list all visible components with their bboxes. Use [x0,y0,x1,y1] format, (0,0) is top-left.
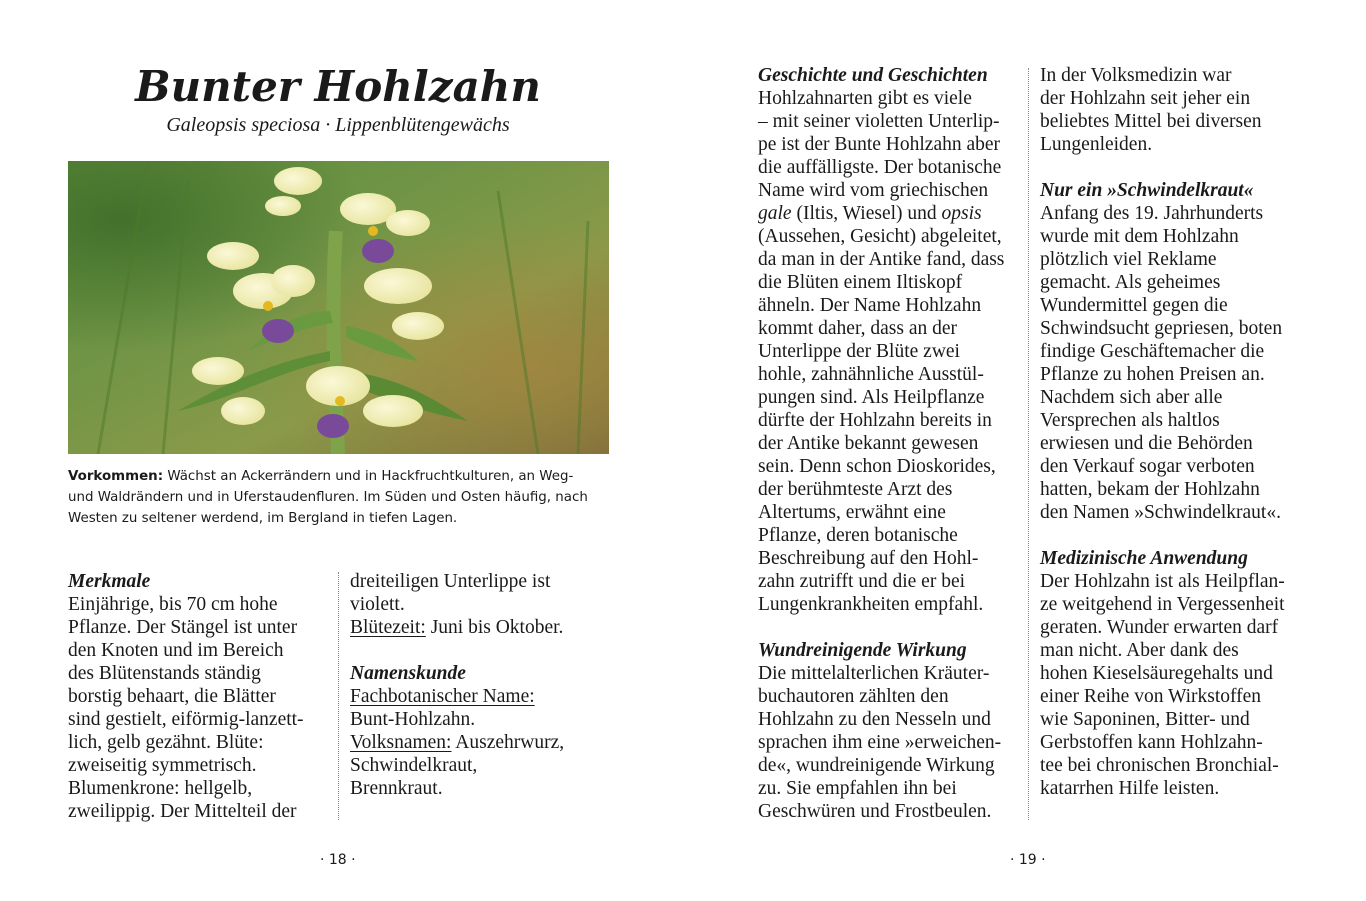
geschichte-line: der Antike bekannt gewesen [758,433,979,454]
schwindelkraut-line: Schwindsucht gepriesen, boten [1040,318,1283,339]
merkmale-cont-line: dreiteiligen Unterlippe ist [350,571,551,592]
geschichte-line: da man in der Antike fand, dass [758,249,1005,270]
medizinische-line: tee bei chronischen Bronchial- [1040,755,1279,776]
geschichte-line: (Aussehen, Gesicht) abgeleitet, [758,226,1002,247]
namenskunde-column [350,570,610,800]
schwindelkraut-line: hatten, bekam der Hohlzahn [1040,479,1260,500]
wundreinigende-line: zu. Sie empfahlen ihn bei [758,778,957,799]
volksmedizin-line: beliebtes Mittel bei diversen [1040,111,1262,132]
column-divider [338,572,339,820]
schwindelkraut-line: Wundermittel gegen die [1040,295,1228,316]
geschichte-line [758,202,1023,225]
geschichte-line: Beschreibung auf den Hohl- [758,548,979,569]
merkmale-line: lich, gelb gezähnt. Blüte: [68,732,264,753]
merkmale-line: zweilippig. Der Mittelteil der [68,801,297,822]
wundreinigende-heading: Wundreinigende Wirkung [758,640,967,661]
gale-word: gale [758,203,792,224]
merkmale-line: den Knoten und im Bereich [68,640,284,661]
schwindelkraut-line: Pflanze zu hohen Preisen an. [1040,364,1265,385]
schwindelkraut-line: gemacht. Als geheimes [1040,272,1221,293]
medizinische-line: einer Reihe von Wirkstoffen [1040,686,1262,707]
geschichte-line: zahn zutrifft und die er bei [758,571,966,592]
schwindelkraut-line: den Namen »Schwindelkraut«. [1040,502,1281,523]
schwindelkraut-heading: Nur ein »Schwindelkraut« [1040,180,1254,201]
volksmedizin-line: der Hohlzahn seit jeher ein [1040,88,1251,109]
merkmale-line: zweiseitig symmetrisch. [68,755,257,776]
geschichte-line: die auffälligste. Der botanische [758,157,1002,178]
geschichte-column [758,64,1023,823]
flower-photo [68,161,609,454]
merkmale-line: Pflanze. Der Stängel ist unter [68,617,298,638]
namenskunde-heading: Namenskunde [350,663,466,684]
wundreinigende-line: Hohlzahn zu den Nesseln und [758,709,991,730]
volksnamen-line: Schwindelkraut, [350,755,478,776]
geschichte-line: Lungenkrankheiten empfahl. [758,594,984,615]
geschichte-line: pe ist der Bunte Hohlzahn aber [758,134,1001,155]
fachname-value: Bunt-Hohlzahn. [350,709,476,730]
page-number-left: · 18 · [320,852,356,868]
geschichte-line: – mit seiner violetten Unterlip- [758,111,1000,132]
volksmedizin-line: In der Volksmedizin war [1040,65,1232,86]
wundreinigende-line: Die mittelalterlichen Kräuter- [758,663,990,684]
medizinische-line: hohen Kieselsäuregehalts und [1040,663,1273,684]
volksnamen-label: Volksnamen: [350,732,452,753]
geschichte-line: Name wird vom griechischen [758,180,989,201]
photo-caption [68,466,598,529]
geschichte-line: pungen sind. Als Heilpflanze [758,387,985,408]
schwindelkraut-line: erwiesen und die Behörden [1040,433,1253,454]
gale-text: (Iltis, Wiesel) und [791,203,942,224]
page-subtitle: Galeopsis speciosa · Lippenblütengewächs [166,114,510,136]
schwindelkraut-line: findige Geschäftemacher die [1040,341,1265,362]
geschichte-line: ähneln. Der Name Hohlzahn [758,295,982,316]
merkmale-line: borstig behaart, die Blätter [68,686,276,707]
merkmale-column [68,570,328,823]
schwindelkraut-line: Versprechen als haltlos [1040,410,1220,431]
wundreinigende-line: de«, wundreinigende Wirkung [758,755,995,776]
fachname-label: Fachbotanischer Name: [350,686,535,707]
bluetezeit-value: Juni bis Oktober. [425,617,564,638]
merkmale-line: Blumenkrone: hellgelb, [68,778,253,799]
merkmale-line: Einjährige, bis 70 cm hohe [68,594,278,615]
column-divider [1028,68,1029,820]
medizinische-line: Gerbstoffen kann Hohlzahn- [1040,732,1263,753]
geschichte-line: Hohlzahnarten gibt es viele [758,88,972,109]
wundreinigende-line: Geschwüren und Frostbeulen. [758,801,992,822]
volksmedizin-column [1040,64,1305,800]
geschichte-line: kommt daher, dass an der [758,318,958,339]
geschichte-line: sein. Denn schon Dioskorides, [758,456,996,477]
medizinische-line: wie Saponinen, Bitter- und [1040,709,1250,730]
medizinische-line: man nicht. Aber dank des [1040,640,1239,661]
geschichte-heading: Geschichte und Geschichten [758,65,988,86]
medizinische-line: ze weitgehend in Vergessenheit [1040,594,1285,615]
opsis-word: opsis [941,203,982,224]
schwindelkraut-line: den Verkauf sogar verboten [1040,456,1255,477]
wundreinigende-line: sprachen ihm eine »erweichen- [758,732,1002,753]
schwindelkraut-line: Anfang des 19. Jahrhunderts [1040,203,1264,224]
page-title: Bunter Hohlzahn [135,62,541,111]
geschichte-line: Altertums, erwähnt eine [758,502,946,523]
schwindelkraut-line: wurde mit dem Hohlzahn [1040,226,1239,247]
caption-label: Vorkommen: [68,469,164,484]
geschichte-line: die Blüten einem Iltiskopf [758,272,963,293]
merkmale-line: sind gestielt, eiförmig-lanzett- [68,709,304,730]
geschichte-line: der berühmteste Arzt des [758,479,953,500]
geschichte-line: hohle, zahnähnliche Ausstül- [758,364,984,385]
schwindelkraut-line: Nachdem sich aber alle [1040,387,1223,408]
medizinische-line: Der Hohlzahn ist als Heilpflan- [1040,571,1285,592]
geschichte-line: dürfte der Hohlzahn bereits in [758,410,992,431]
medizinische-line: katarrhen Hilfe leisten. [1040,778,1220,799]
wundreinigende-line: buchautoren zählten den [758,686,949,707]
volksnamen-value: Auszehrwurz, [451,732,565,753]
merkmale-cont-line: violett. [350,594,405,615]
merkmale-heading: Merkmale [68,571,151,592]
schwindelkraut-line: plötzlich viel Reklame [1040,249,1217,270]
caption-text: Wächst an Ackerrändern und in Hackfruchtkulturen, an Weg- und Waldrändern und in Uferstaudenfluren. Im Süden und Osten häufig, nach Westen zu seltener werdend, im Bergland in tiefen Lagen. [68,469,588,526]
merkmale-line: des Blütenstands ständig [68,663,261,684]
right-page [683,0,1366,901]
volksnamen-line: Brennkraut. [350,778,443,799]
volksmedizin-line: Lungenleiden. [1040,134,1153,155]
bluetezeit-label: Blütezeit: [350,617,426,638]
page-number-right: · 19 · [1010,852,1046,868]
geschichte-line: Pflanze, deren botanische [758,525,958,546]
bluetezeit [350,616,610,639]
medizinische-line: geraten. Wunder erwarten darf [1040,617,1279,638]
geschichte-line: Unterlippe der Blüte zwei [758,341,960,362]
medizinische-heading: Medizinische Anwendung [1040,548,1248,569]
